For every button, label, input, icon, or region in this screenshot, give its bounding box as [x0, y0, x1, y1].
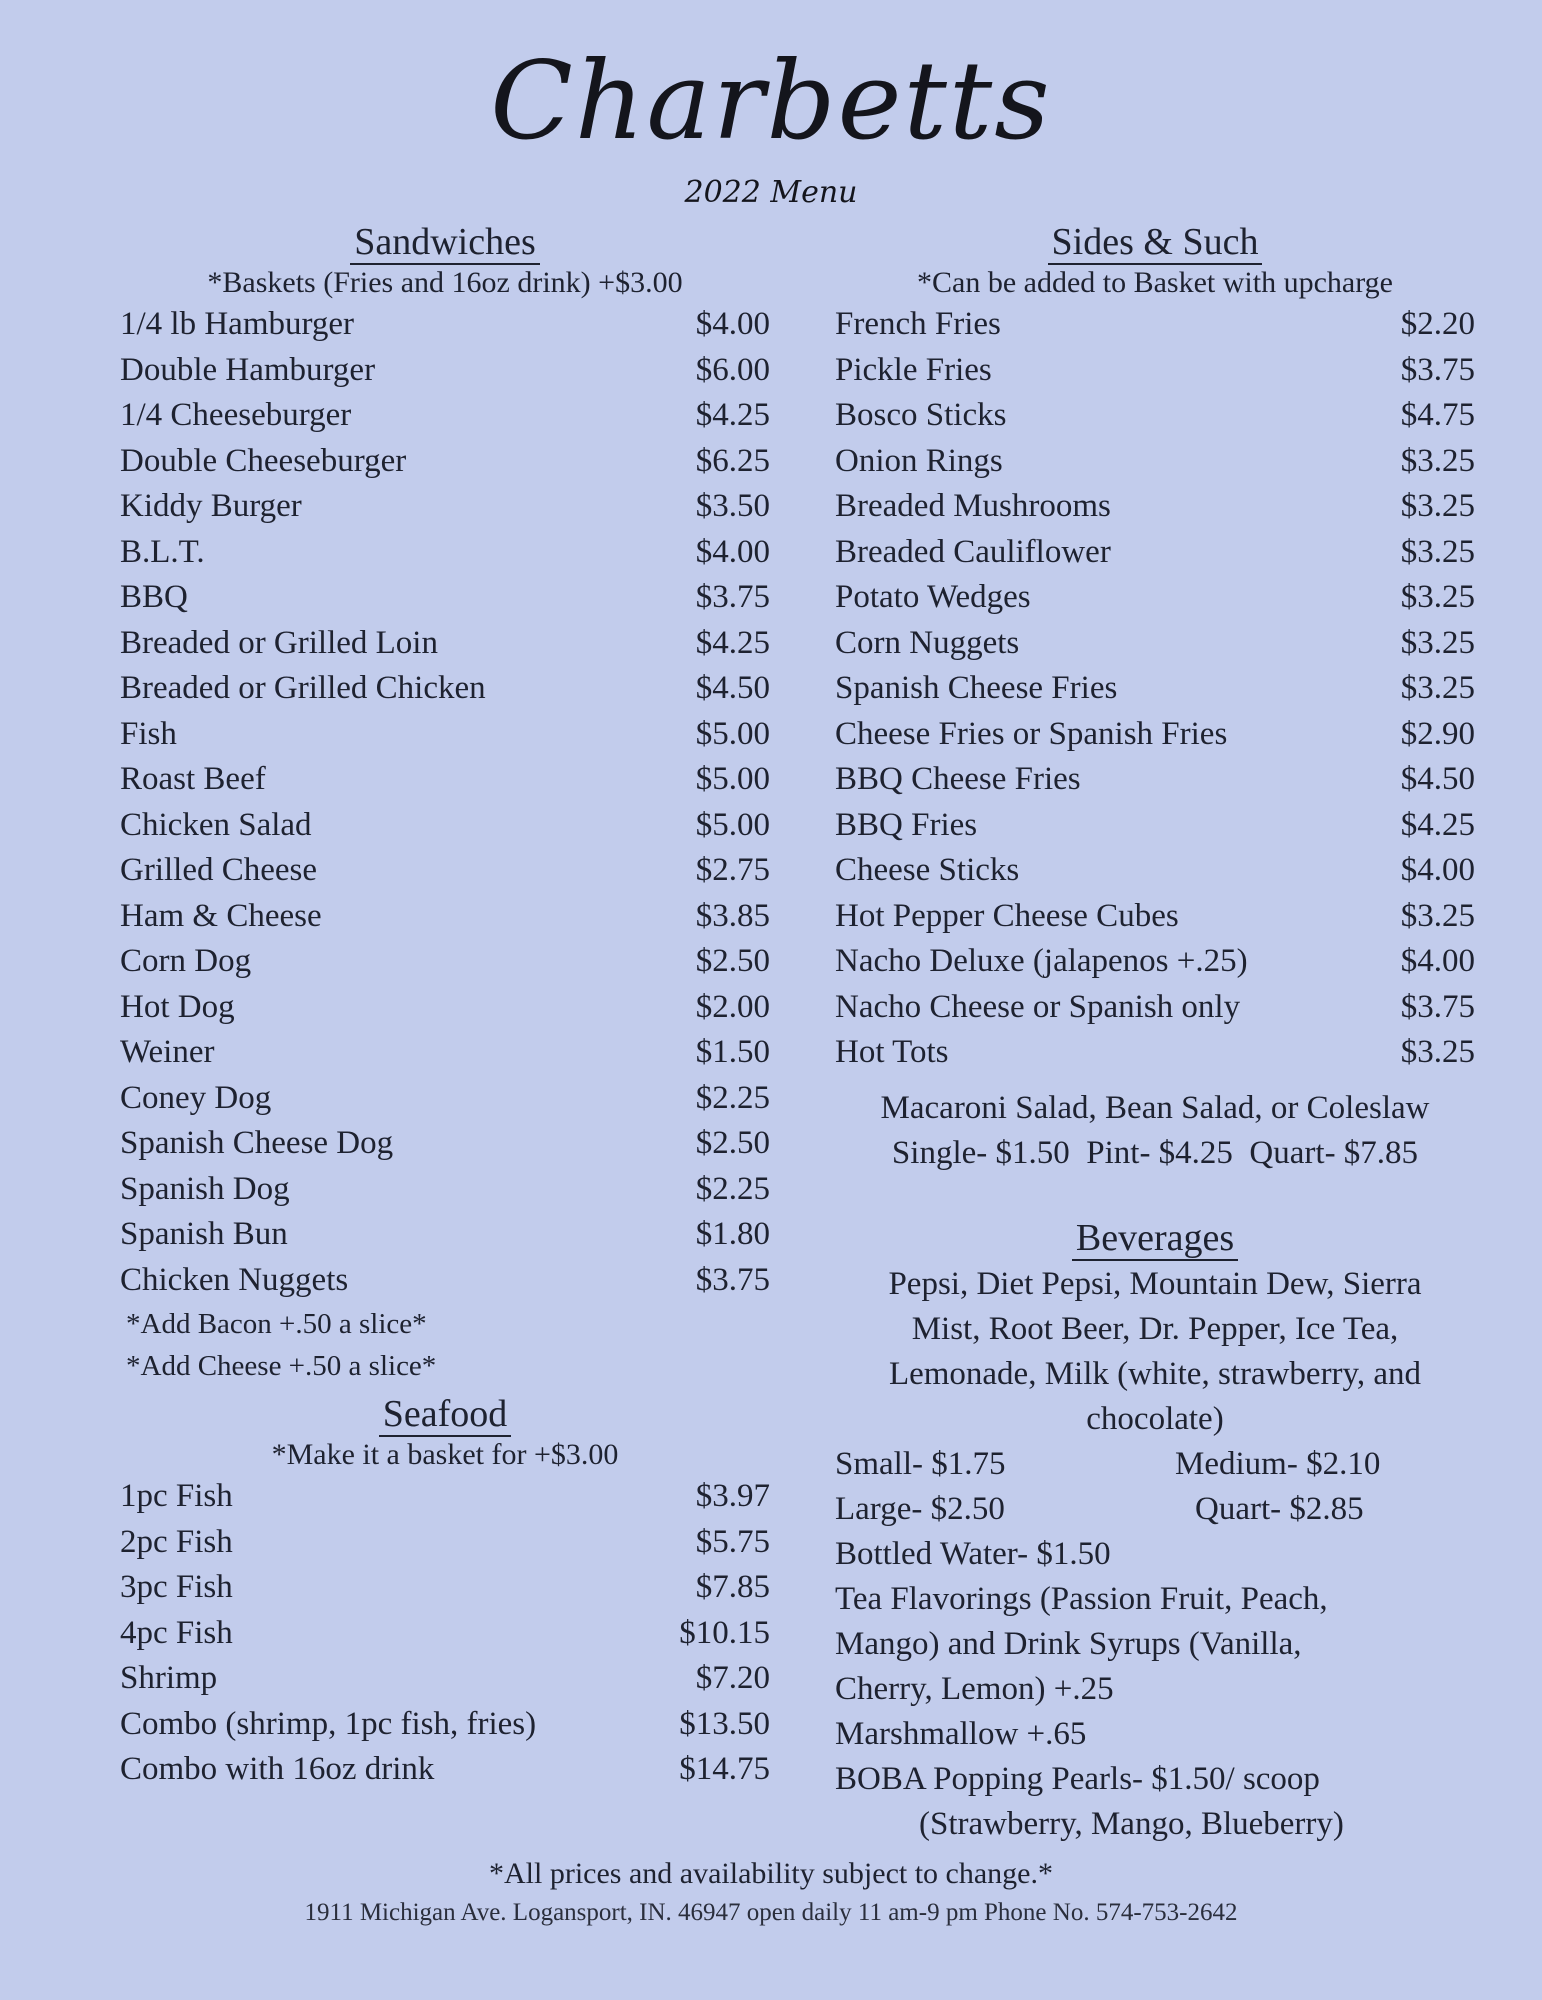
menu-item [120, 803, 770, 849]
sides-section [835, 222, 1475, 1176]
menu-item-name: Breaded or Grilled Loin [120, 624, 438, 661]
menu-item-name: Roast Beef [120, 761, 266, 797]
menu-item-price: $3.85 [695, 897, 770, 934]
menu-item-price: $2.90 [1400, 715, 1475, 752]
menu-item-price: $3.25 [1400, 897, 1475, 934]
menu-item-name: Nacho Cheese or Spanish only [835, 988, 1241, 1025]
salads-prices: Single- $1.50 Pint- $4.25 Quart- $7.85 [891, 1134, 1419, 1171]
menu-item [120, 484, 770, 530]
beverages-section [835, 1218, 1475, 1847]
menu-item-price: $2.25 [695, 1079, 770, 1116]
menu-item-price: $6.00 [695, 351, 770, 388]
menu-item-price: $3.25 [1400, 442, 1475, 479]
menu-item-price: $3.75 [1400, 988, 1475, 1025]
menu-item [120, 985, 770, 1031]
menu-item-price: $4.00 [695, 306, 770, 342]
size-price: Small- $1.75 [835, 1446, 1006, 1482]
menu-item-price: $4.00 [1400, 943, 1475, 979]
menu-item [120, 348, 770, 394]
menu-item [835, 439, 1475, 485]
menu-item-name: Hot Pepper Cheese Cubes [835, 897, 1179, 934]
menu-item-name: Corn Nuggets [835, 624, 1020, 661]
beverage-extra: BOBA Popping Pearls- $1.50/ scoop [835, 1761, 1320, 1797]
menu-item [120, 393, 770, 439]
menu-item-name: Pickle Fries [835, 351, 992, 388]
menu-item-name: Cheese Fries or Spanish Fries [835, 715, 1228, 752]
menu-item-price: $14.75 [679, 1751, 770, 1787]
menu-item-name: Nacho Deluxe (jalapenos +.25) [835, 943, 1248, 979]
menu-item [120, 757, 770, 803]
menu-item-name: Cheese Sticks [835, 852, 1020, 888]
menu-item [835, 575, 1475, 621]
menu-item-name: Bosco Sticks [835, 397, 1007, 433]
menu-item-name: 3pc Fish [120, 1569, 233, 1605]
menu-item [835, 712, 1475, 758]
beverage-list-line: Pepsi, Diet Pepsi, Mountain Dew, Sierra [888, 1266, 1422, 1302]
menu-item-name: 1/4 Cheeseburger [120, 397, 352, 433]
menu-item-price: $4.00 [695, 533, 770, 570]
menu-item-name: Coney Dog [120, 1079, 272, 1116]
beverage-extra: Tea Flavorings (Passion Fruit, Peach, [835, 1581, 1328, 1617]
menu-item-name: Weiner [120, 1034, 215, 1070]
menu-item-name: Onion Rings [835, 442, 1003, 479]
beverage-extra: Bottled Water- $1.50 [835, 1536, 1111, 1572]
section-note: *Baskets (Fries and 16oz drink) +$3.00 [207, 266, 683, 299]
beverage-list-line: Mist, Root Beer, Dr. Pepper, Ice Tea, [911, 1311, 1399, 1347]
menu-item-name: Double Cheeseburger [120, 442, 407, 479]
section-heading: Sides & Such [835, 222, 1475, 266]
menu-item [120, 1747, 770, 1793]
menu-item-name: Grilled Cheese [120, 852, 318, 888]
menu-item [120, 1520, 770, 1566]
menu-item-name: Double Hamburger [120, 351, 376, 388]
menu-item [120, 530, 770, 576]
menu-item-name: Spanish Cheese Fries [835, 670, 1118, 706]
menu-item [120, 1212, 770, 1258]
menu-item-name: BBQ [120, 579, 188, 615]
menu-item-price: $5.00 [695, 715, 770, 752]
menu-item-price: $4.75 [1400, 397, 1475, 433]
menu-item-name: Chicken Salad [120, 806, 312, 843]
menu-item-price: $3.75 [695, 1261, 770, 1298]
menu-item [120, 575, 770, 621]
menu-item [835, 621, 1475, 667]
menu-item [835, 848, 1475, 894]
menu-item-name: BBQ Fries [835, 806, 978, 843]
section-heading: Sandwiches [120, 222, 770, 266]
menu-item-name: 1/4 lb Hamburger [120, 306, 355, 342]
menu-item [835, 985, 1475, 1031]
menu-year: 2022 Menu [684, 175, 858, 210]
menu-item-price: $7.20 [695, 1660, 770, 1696]
menu-item-name: Combo (shrimp, 1pc fish, fries) [120, 1705, 537, 1742]
menu-item [120, 1167, 770, 1213]
menu-item-price: $4.00 [1400, 852, 1475, 888]
menu-item [120, 939, 770, 985]
menu-item [835, 1030, 1475, 1076]
menu-item [835, 939, 1475, 985]
contact-info: 1911 Michigan Ave. Logansport, IN. 46947 open daily 11 am-9 pm Phone No. 574-753-2642 [304, 1899, 1238, 1926]
menu-item-price: $4.50 [1400, 761, 1475, 797]
menu-item [120, 848, 770, 894]
menu-item-name: Spanish Bun [120, 1216, 288, 1252]
menu-item-name: 4pc Fish [120, 1614, 233, 1651]
menu-item-name: 2pc Fish [120, 1523, 233, 1560]
menu-item-name: Chicken Nuggets [120, 1261, 349, 1298]
menu-item-name: Spanish Dog [120, 1170, 290, 1207]
menu-item-price: $5.75 [695, 1523, 770, 1560]
menu-item-name: Combo with 16oz drink [120, 1751, 435, 1787]
sandwiches-section [120, 222, 770, 1387]
menu-item-price: $2.25 [695, 1170, 770, 1207]
beverage-size-row [835, 1487, 1475, 1532]
menu-item [120, 894, 770, 940]
menu-item-price: $6.25 [695, 442, 770, 479]
menu-item [120, 302, 770, 348]
menu-item [120, 1702, 770, 1748]
menu-item-price: $4.25 [1400, 806, 1475, 843]
menu-item [835, 666, 1475, 712]
menu-item [835, 757, 1475, 803]
size-price: Quart- $2.85 [1195, 1491, 1364, 1527]
menu-item [120, 1076, 770, 1122]
menu-item [120, 1611, 770, 1657]
price-disclaimer: *All prices and availability subject to change.* [489, 1857, 1053, 1890]
menu-item-price: $5.00 [695, 761, 770, 797]
menu-item-price: $13.50 [679, 1705, 770, 1742]
menu-item [120, 712, 770, 758]
menu-item [120, 621, 770, 667]
menu-item-price: $4.25 [695, 624, 770, 661]
sides-list [835, 302, 1475, 1076]
menu-item [835, 803, 1475, 849]
menu-item [120, 666, 770, 712]
menu-item-price: $4.25 [695, 397, 770, 433]
size-price: Medium- $2.10 [1175, 1446, 1381, 1482]
sandwich-list [120, 302, 770, 1303]
menu-item-name: French Fries [835, 306, 1001, 342]
menu-item [835, 348, 1475, 394]
menu-item-name: Breaded Cauliflower [835, 533, 1111, 570]
menu-item-name: BBQ Cheese Fries [835, 761, 1081, 797]
menu-item-price: $3.25 [1400, 488, 1475, 524]
menu-item-name: Kiddy Burger [120, 488, 302, 524]
menu-item-price: $2.75 [695, 852, 770, 888]
menu-item-price: $3.75 [695, 579, 770, 615]
menu-item-name: Ham & Cheese [120, 897, 322, 934]
menu-item [120, 1656, 770, 1702]
beverage-extra: Cherry, Lemon) +.25 [835, 1671, 1114, 1707]
menu-item [120, 439, 770, 485]
menu-item-price: $2.20 [1400, 306, 1475, 342]
menu-item-price: $1.80 [695, 1216, 770, 1252]
menu-item-price: $3.25 [1400, 670, 1475, 706]
addon-note: *Add Bacon +.50 a slice* [126, 1308, 427, 1340]
menu-item [835, 393, 1475, 439]
menu-item-name: Hot Tots [835, 1034, 949, 1070]
menu-item-price: $4.50 [695, 670, 770, 706]
menu-item-price: $2.50 [695, 943, 770, 979]
seafood-list [120, 1474, 770, 1793]
beverage-extra: Marshmallow +.65 [835, 1716, 1087, 1752]
menu-item-name: Spanish Cheese Dog [120, 1125, 394, 1161]
seafood-section [120, 1394, 770, 1793]
salads-line: Macaroni Salad, Bean Salad, or Coleslaw [880, 1089, 1430, 1126]
beverage-list-line: chocolate) [1086, 1401, 1224, 1437]
menu-item-price: $3.25 [1400, 624, 1475, 661]
menu-item [835, 302, 1475, 348]
menu-item-name: Shrimp [120, 1660, 218, 1696]
menu-item-price: $5.00 [695, 806, 770, 843]
beverage-extra: Mango) and Drink Syrups (Vanilla, [835, 1626, 1302, 1662]
menu-item [120, 1474, 770, 1520]
menu-item-name: Breaded or Grilled Chicken [120, 670, 486, 706]
boba-flavors: (Strawberry, Mango, Blueberry) [919, 1806, 1344, 1842]
section-heading: Seafood [120, 1394, 770, 1438]
size-price: Large- $2.50 [835, 1491, 1005, 1527]
menu-item-name: 1pc Fish [120, 1478, 233, 1514]
menu-item-price: $7.85 [695, 1569, 770, 1605]
menu-item [120, 1030, 770, 1076]
menu-item-name: Hot Dog [120, 988, 235, 1025]
menu-item [120, 1258, 770, 1304]
menu-item [120, 1565, 770, 1611]
menu-item-price: $3.75 [1400, 351, 1475, 388]
menu-item-name: Breaded Mushrooms [835, 488, 1111, 524]
menu-item-price: $1.50 [695, 1034, 770, 1070]
beverage-list-line: Lemonade, Milk (white, strawberry, and [888, 1356, 1422, 1392]
menu-item [835, 530, 1475, 576]
menu-item [835, 894, 1475, 940]
menu-item-price: $3.25 [1400, 1034, 1475, 1070]
section-heading: Beverages [835, 1218, 1475, 1262]
menu-item-price: $3.25 [1400, 579, 1475, 615]
addon-note: *Add Cheese +.50 a slice* [126, 1350, 437, 1382]
menu-item [835, 484, 1475, 530]
menu-item-price: $2.50 [695, 1125, 770, 1161]
menu-item-price: $2.00 [695, 988, 770, 1025]
restaurant-title: Charbetts [490, 39, 1052, 164]
beverage-size-row [835, 1442, 1475, 1487]
menu-item-price: $10.15 [679, 1614, 770, 1651]
menu-item-price: $3.50 [695, 488, 770, 524]
menu-item [120, 1121, 770, 1167]
menu-item-name: B.L.T. [120, 533, 205, 570]
menu-item-name: Corn Dog [120, 943, 252, 979]
menu-item-price: $3.97 [695, 1478, 770, 1514]
menu-item-price: $3.25 [1400, 533, 1475, 570]
menu-item-name: Fish [120, 715, 177, 752]
menu-item-name: Potato Wedges [835, 579, 1031, 615]
section-note: *Can be added to Basket with upcharge [917, 266, 1393, 299]
section-note: *Make it a basket for +$3.00 [271, 1438, 619, 1471]
